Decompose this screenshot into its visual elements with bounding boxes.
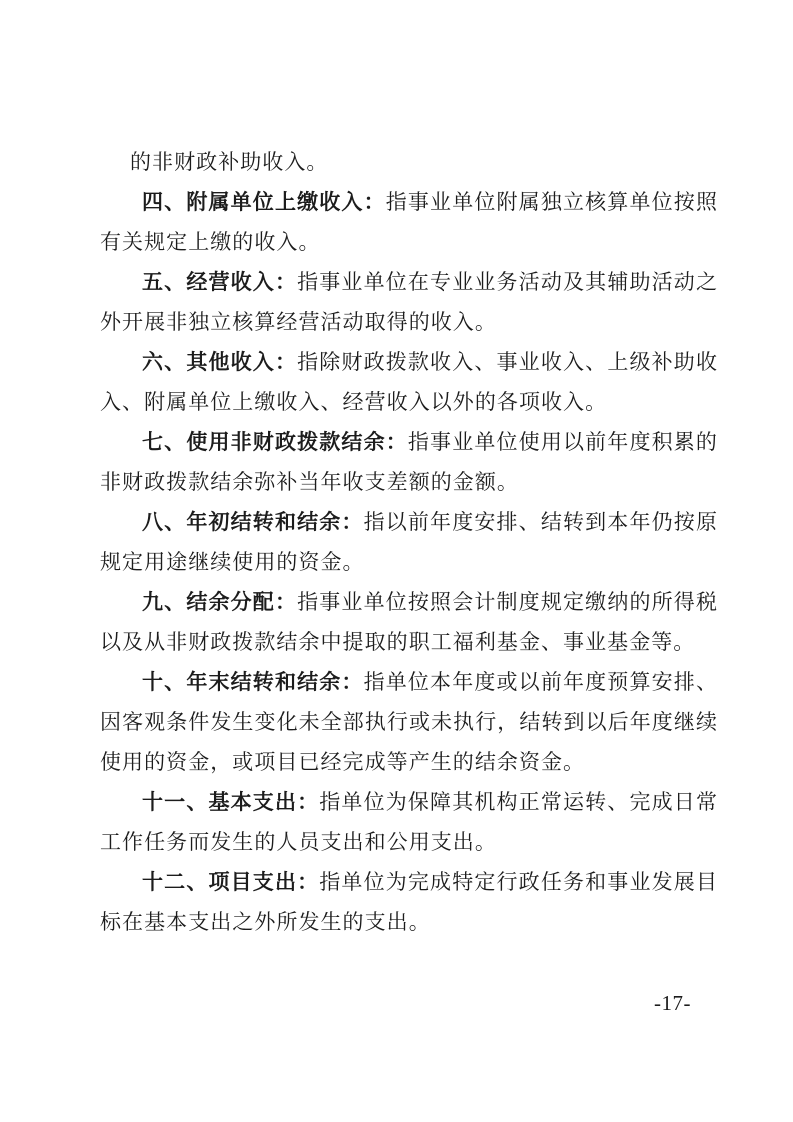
term-label-5: 五、经营收入： [142,270,298,294]
term-label-11: 十一、基本支出： [142,790,320,814]
paragraph-beginning-year-carryover [100,502,718,582]
term-definition-9: 指事业单位按照会计制度规定缴纳的所得税以及从非财政拨款结余中提取的职工福利基金、事业基金等。 [100,590,718,654]
term-label-10: 十、年末结转和结余： [142,670,364,694]
term-label-6: 六、其他收入： [142,350,298,374]
paragraph-continuation-text: 的非财政补助收入。 [130,150,329,174]
page-number: -17- [654,991,691,1015]
term-definition-7: 指事业单位使用以前年度积累的非财政拨款结余弥补当年收支差额的金额。 [100,430,718,494]
paragraph-surplus-distribution [100,582,718,662]
document-body [100,142,718,942]
term-label-7: 七、使用非财政拨款结余： [142,430,408,454]
term-label-12: 十二、项目支出： [142,870,320,894]
term-definition-12: 指单位为完成特定行政任务和事业发展目标在基本支出之外所发生的支出。 [100,870,718,934]
paragraph-other-income [100,342,718,422]
term-label-8: 八、年初结转和结余： [142,510,364,534]
term-definition-6: 指除财政拨款收入、事业收入、上级补助收入、附属单位上缴收入、经营收入以外的各项收入。 [100,350,718,414]
paragraph-year-end-carryover [100,662,718,782]
paragraph-continuation [100,142,718,182]
paragraph-project-expenditure [100,862,718,942]
paragraph-non-fiscal-surplus-use [100,422,718,502]
paragraph-operating-income [100,262,718,342]
term-definition-10: 指单位本年度或以前年度预算安排、因客观条件发生变化未全部执行或未执行，结转到以后年度继续使用的资金，或项目已经完成等产生的结余资金。 [100,670,718,774]
term-definition-4: 指事业单位附属独立核算单位按照有关规定上缴的收入。 [100,190,718,254]
term-definition-5: 指事业单位在专业业务活动及其辅助活动之外开展非独立核算经营活动取得的收入。 [100,270,718,334]
term-definition-8: 指以前年度安排、结转到本年仍按原规定用途继续使用的资金。 [100,510,718,574]
term-definition-11: 指单位为保障其机构正常运转、完成日常工作任务而发生的人员支出和公用支出。 [100,790,718,854]
term-label-9: 九、结余分配： [142,590,298,614]
paragraph-basic-expenditure [100,782,718,862]
paragraph-affiliated-unit-income [100,182,718,262]
term-label-4: 四、附属单位上缴收入： [142,190,386,214]
